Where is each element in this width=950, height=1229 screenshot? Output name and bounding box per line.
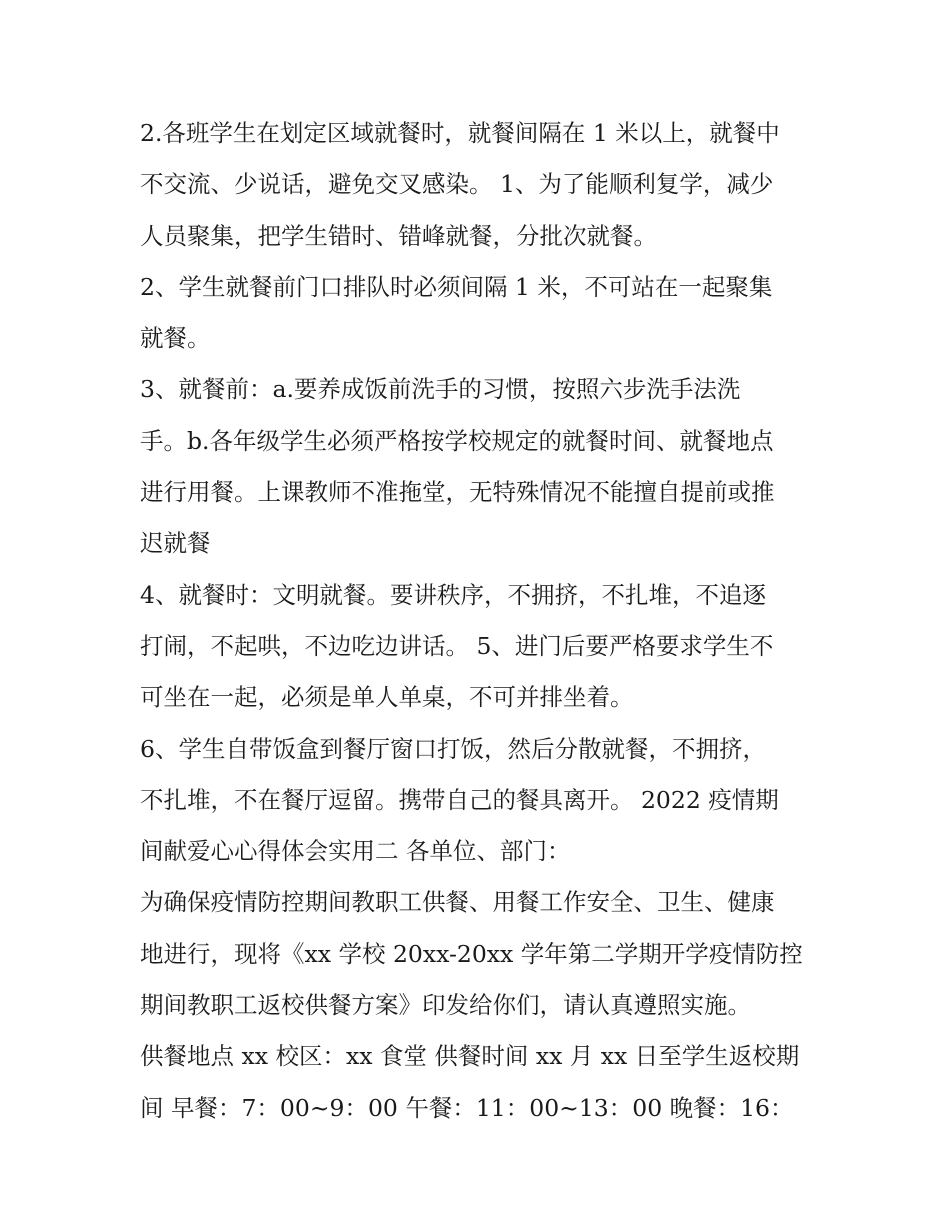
- text-line: 2.各班学生在划定区域就餐时，就餐间隔在 1 米以上，就餐中: [140, 119, 780, 147]
- text-line: 4、就餐时：文明就餐。要讲秩序，不拥挤，不扎堆，不追逐: [140, 580, 766, 609]
- text-line: 打闹，不起哄，不边吃边讲话。 5、进门后要严格要求学生不: [140, 631, 774, 660]
- text-line: 期间教职工返校供餐方案》印发给你们，请认真遵照实施。: [140, 991, 751, 1020]
- document-body: [140, 108, 830, 1134]
- text-line: 3、就餐前：a.要养成饭前洗手的习惯，按照六步洗手法洗: [140, 375, 741, 404]
- text-line: 间献爱心心得体会实用二 各单位、部门：: [140, 837, 571, 866]
- text-line: 地进行，现将《xx 学校 20xx-20xx 学年第二学期开学疫情防控: [140, 939, 803, 968]
- text-line: 可坐在一起，必须是单人单桌，不可并排坐着。: [140, 683, 634, 712]
- text-line: 不扎堆，不在餐厅逗留。携带自己的餐具离开。 2022 疫情期: [140, 785, 779, 814]
- text-line: 人员聚集，把学生错时、错峰就餐，分批次就餐。: [140, 221, 657, 250]
- text-line: 手。b.各年级学生必须严格按学校规定的就餐时间、就餐地点: [140, 426, 774, 455]
- text-line: 间 早餐：7：00~9：00 午餐：11：00~13：00 晚餐：16：: [140, 1093, 794, 1122]
- text-line: 进行用餐。上课教师不准拖堂，无特殊情况不能擅自提前或推: [140, 478, 775, 507]
- text-line: 供餐地点 xx 校区：xx 食堂 供餐时间 xx 月 xx 日至学生返校期: [140, 1042, 800, 1071]
- text-line: 2、学生就餐前门口排队时必须间隔 1 米，不可站在一起聚集: [140, 272, 773, 301]
- text-line: 不交流、少说话，避免交叉感染。 1、为了能顺利复学，减少: [140, 170, 774, 199]
- text-line: 6、学生自带饭盒到餐厅窗口打饭，然后分散就餐，不拥挤，: [140, 734, 766, 763]
- text-line: 就餐。: [140, 324, 211, 353]
- text-line: 为确保疫情防控期间教职工供餐、用餐工作安全、卫生、健康: [140, 888, 775, 917]
- text-line: 迟就餐: [140, 529, 211, 558]
